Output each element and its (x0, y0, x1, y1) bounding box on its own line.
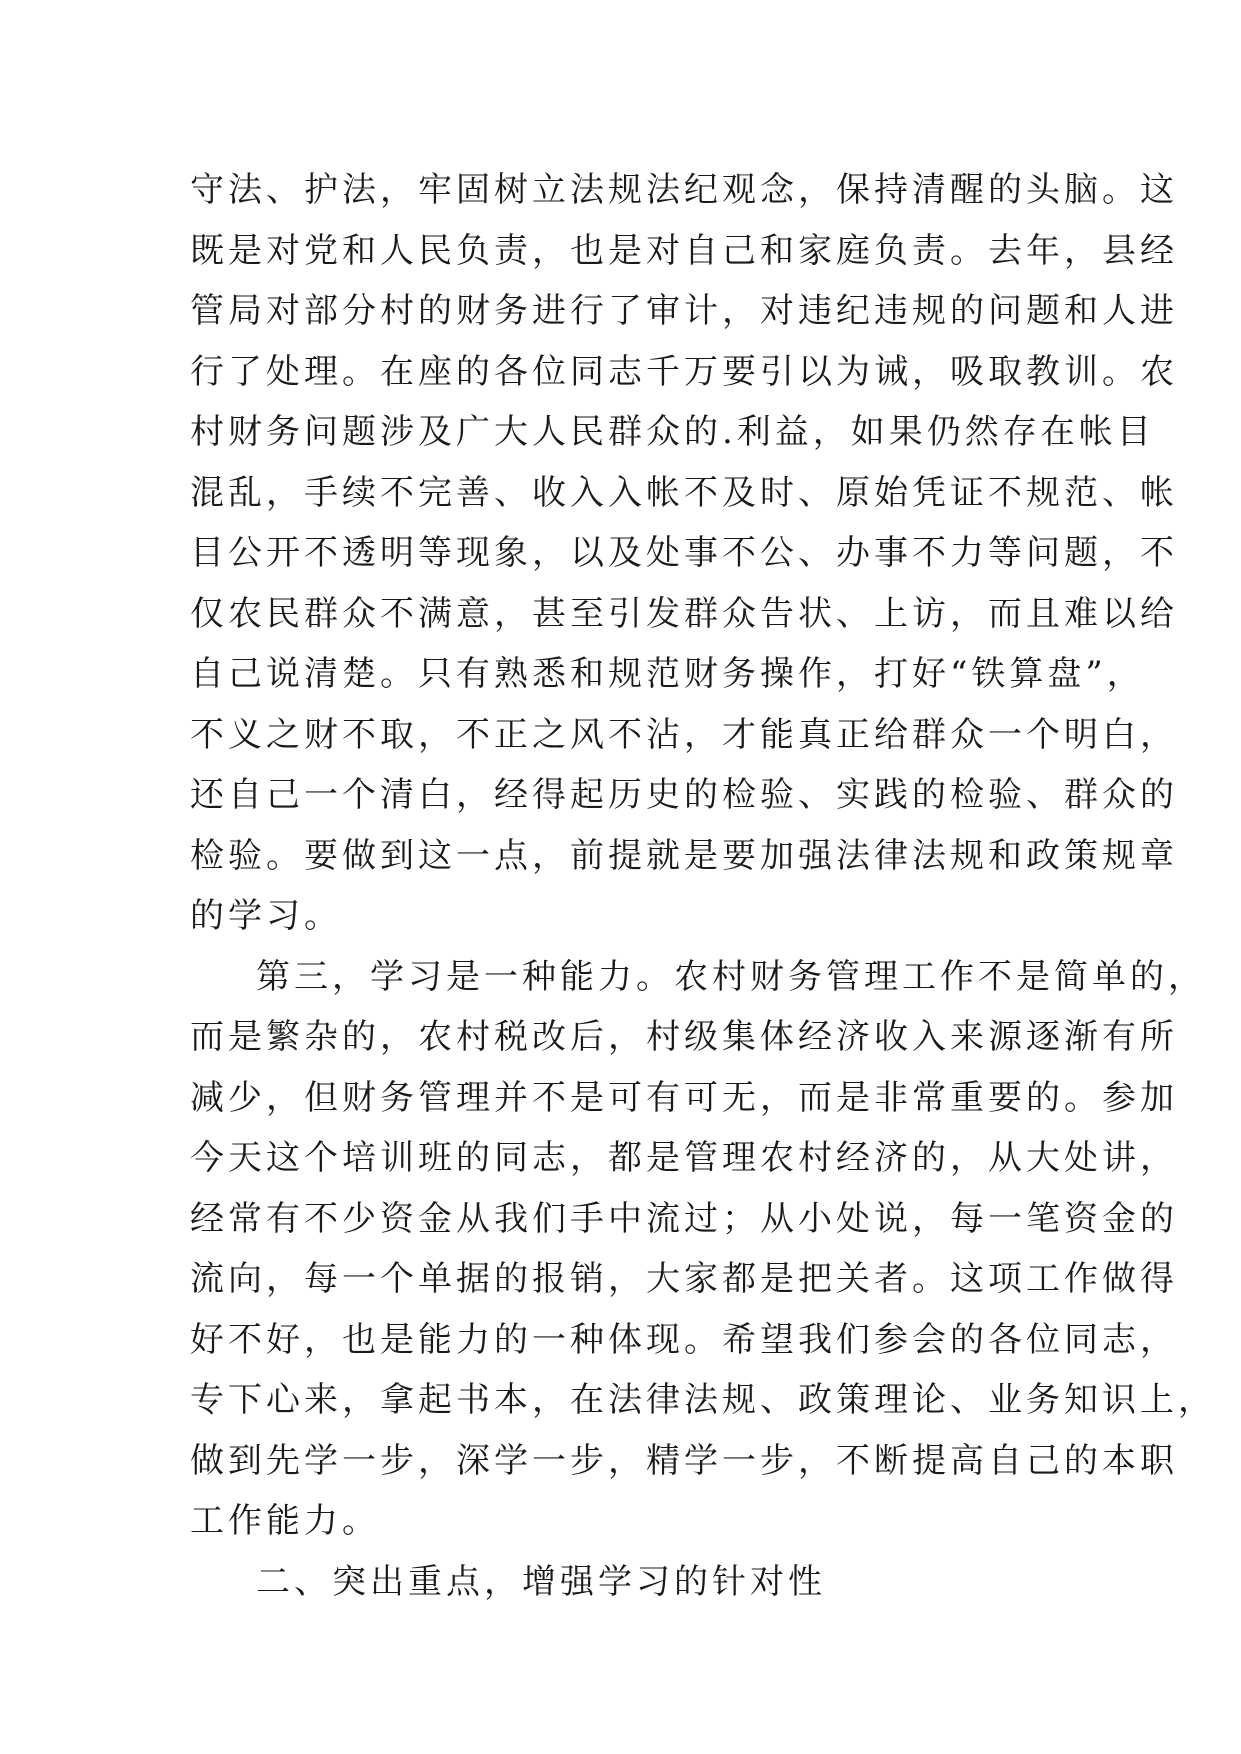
text-line: 还自己一个清白，经得起历史的检验、实践的检验、群众的 (190, 775, 1178, 815)
section-heading: 二、突出重点，增强学习的针对性 (256, 1561, 826, 1602)
body-text (190, 160, 1216, 1612)
text-line: 自己说清楚。只有熟悉和规范财务操作，打好“铁算盘”， (190, 654, 1145, 694)
text-line: 管局对部分村的财务进行了审计，对违纪违规的问题和人进 (190, 291, 1178, 331)
text-line: 做到先学一步，深学一步，精学一步，不断提高自己的本职 (190, 1440, 1178, 1481)
text-line: 流向，每一个单据的报销，大家都是把关者。这项工作做得 (190, 1259, 1178, 1299)
text-line: 减少，但财务管理并不是可有可无，而是非常重要的。参加 (190, 1077, 1178, 1118)
text-line: 的学习。 (190, 896, 342, 936)
text-line: 专下心来，拿起书本，在法律法规、政策理论、业务知识上， (190, 1380, 1216, 1420)
text-line: 好不好，也是能力的一种体现。希望我们参会的各位同志， (190, 1319, 1178, 1360)
text-line: 不义之财不取，不正之风不沾，才能真正给群众一个明白， (190, 714, 1178, 755)
text-line: 经常有不少资金从我们手中流过；从小处说，每一笔资金的 (190, 1198, 1178, 1239)
text-line: 检验。要做到这一点，前提就是要加强法律法规和政策规章 (190, 835, 1178, 876)
text-line: 混乱，手续不完善、收入入帐不及时、原始凭证不规范、帐 (190, 472, 1178, 513)
text-line: 村财务问题涉及广大人民群众的.利益，如果仍然存在帐目 (190, 412, 1155, 452)
text-line: 今天这个培训班的同志，都是管理农村经济的，从大处讲， (190, 1138, 1178, 1178)
text-line: 行了处理。在座的各位同志千万要引以为诫，吸取教训。农 (190, 351, 1178, 392)
text-line: 而是繁杂的，农村税改后，村级集体经济收入来源逐渐有所 (190, 1017, 1178, 1057)
text-line: 守法、护法，牢固树立法规法纪观念，保持清醒的头脑。这 (190, 170, 1178, 210)
text-line: 既是对党和人民负责，也是对自己和家庭负责。去年，县经 (190, 230, 1178, 271)
text-line: 仅农民群众不满意，甚至引发群众告状、上访，而且难以给 (190, 593, 1178, 634)
text-line: 工作能力。 (190, 1501, 380, 1541)
text-line: 第三，学习是一种能力。农村财务管理工作不是简单的， (256, 956, 1206, 997)
text-line: 目公开不透明等现象，以及处事不公、办事不力等问题，不 (190, 533, 1178, 573)
